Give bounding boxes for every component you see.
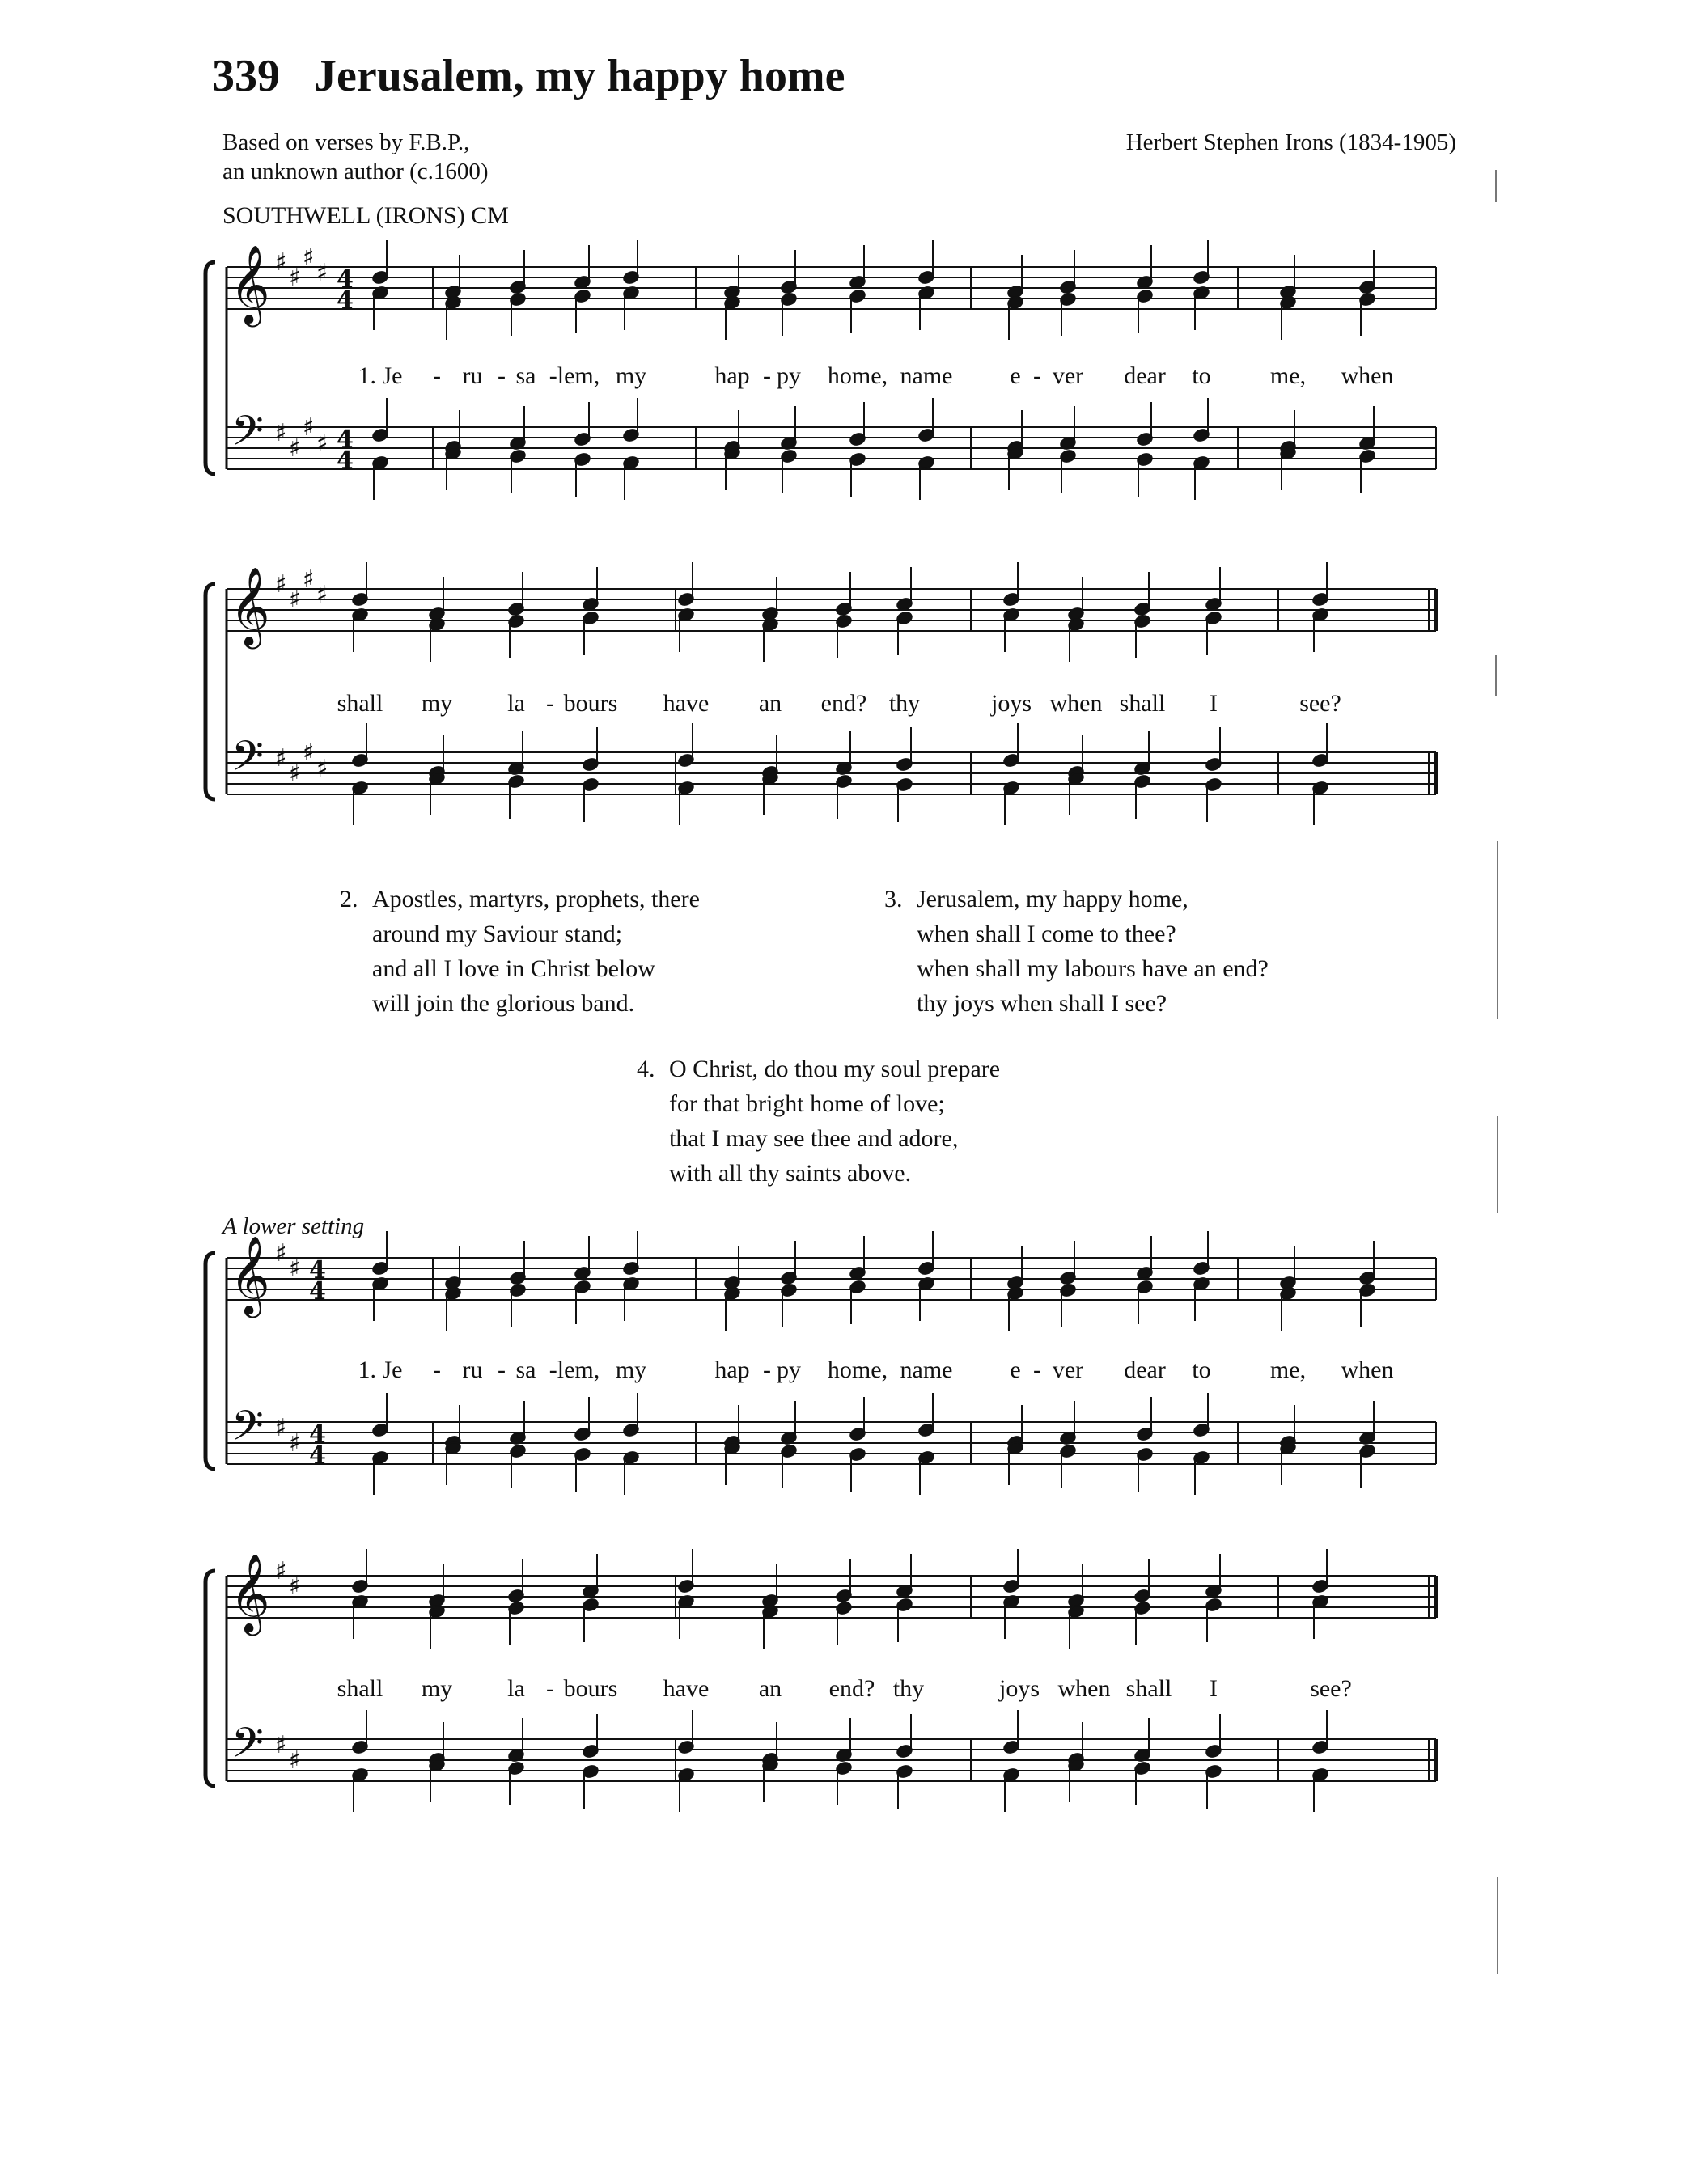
- sharp-icon: ♯: [275, 744, 287, 772]
- sharp-icon: ♯: [289, 760, 301, 788]
- lyric-syllable: my: [421, 690, 453, 717]
- lyric-syllable: my: [615, 362, 647, 389]
- lyric-syllable: sa: [515, 362, 536, 389]
- sharp-icon: ♯: [275, 248, 287, 277]
- sharp-icon: ♯: [289, 1255, 301, 1283]
- lyric-syllable: hap: [714, 1357, 750, 1383]
- lyric-syllable: to: [1192, 362, 1211, 389]
- sharp-icon: ♯: [316, 259, 328, 287]
- sharp-icon: ♯: [303, 243, 315, 272]
- hymn-number: 339: [212, 51, 280, 101]
- lyric-syllable: have: [663, 1675, 710, 1702]
- lyric-syllable: e: [1010, 362, 1021, 389]
- lyric-syllable: -: [1033, 1357, 1041, 1383]
- verse-2: [340, 882, 700, 1021]
- lyric-syllable: -lem,: [549, 362, 600, 389]
- lyric-syllable: bours: [563, 690, 618, 717]
- lyric-syllable: -: [433, 1357, 441, 1383]
- lyric-syllable: me,: [1269, 1357, 1307, 1383]
- sharp-icon: ♯: [275, 1414, 287, 1442]
- lyric-syllable: 1. Je: [358, 1357, 403, 1383]
- lyric-syllable: when: [1341, 362, 1394, 389]
- sharp-icon: ♯: [275, 419, 287, 447]
- lyric-syllable: sa: [515, 1357, 536, 1383]
- lyric-syllable: end?: [820, 690, 867, 717]
- lyric-syllable: joys: [998, 1675, 1040, 1702]
- verse-3: [884, 882, 1269, 1021]
- verse-line: will join the glorious band.: [372, 990, 635, 1017]
- lyric-syllable: py: [777, 1357, 801, 1383]
- lyric-syllable: bours: [563, 1675, 618, 1702]
- music-credit: Herbert Stephen Irons (1834-1905): [1125, 129, 1456, 155]
- sharp-icon: ♯: [289, 1429, 301, 1458]
- lyric-syllable: -lem,: [549, 1357, 600, 1383]
- sharp-icon: ♯: [289, 434, 301, 463]
- lyric-syllable: shall: [337, 1675, 383, 1702]
- verse-line: Jerusalem, my happy home,: [917, 886, 1188, 912]
- verse-line: O Christ, do thou my soul prepare: [669, 1056, 1001, 1082]
- verse-line: around my Saviour stand;: [372, 921, 623, 947]
- verse-line: when shall I come to thee?: [917, 921, 1176, 947]
- lyric-syllable: py: [777, 362, 801, 389]
- lyric-syllable: when: [1049, 690, 1103, 717]
- lower-setting-label: A lower setting: [222, 1213, 365, 1239]
- time-signature-top: 4: [337, 425, 354, 454]
- treble-clef-icon: 𝄞: [230, 1235, 270, 1314]
- lyric-syllable: I: [1210, 1675, 1218, 1702]
- verse-line: for that bright home of love;: [669, 1090, 945, 1117]
- tune-name: SOUTHWELL (IRONS) CM: [222, 202, 509, 229]
- lyric-syllable: see?: [1299, 690, 1341, 717]
- verse-4: [637, 1052, 1001, 1191]
- lyric-syllable: shall: [1119, 690, 1166, 717]
- lyric-syllable: my: [421, 1675, 453, 1702]
- lyric-syllable: name: [900, 362, 953, 389]
- verse-line: thy joys when shall I see?: [917, 990, 1167, 1017]
- sharp-icon: ♯: [289, 1746, 301, 1775]
- lyrics-setting2-line1: [0, 1357, 1699, 1389]
- lyric-syllable: ru: [462, 1357, 483, 1383]
- sharp-icon: ♯: [316, 755, 328, 783]
- verse-line: Apostles, martyrs, prophets, there: [372, 886, 700, 912]
- time-signature-bottom: 4: [337, 447, 354, 475]
- lyric-syllable: thy: [888, 690, 921, 717]
- lyric-syllable: la: [507, 1675, 525, 1702]
- sharp-icon: ♯: [275, 1557, 287, 1585]
- sharp-icon: ♯: [275, 570, 287, 599]
- sharp-icon: ♯: [303, 413, 315, 442]
- treble-clef-icon: 𝄞: [230, 244, 270, 324]
- lyric-syllable: -: [763, 362, 771, 389]
- lyric-syllable: my: [615, 1357, 647, 1383]
- lyric-syllable: shall: [1125, 1675, 1172, 1702]
- lyric-syllable: an: [758, 1675, 782, 1702]
- time-signature-top: 4: [337, 265, 354, 294]
- lyric-syllable: have: [663, 690, 710, 717]
- scan-artifact: [1497, 1116, 1498, 1213]
- verse-line: and all I love in Christ below: [372, 955, 655, 982]
- scan-artifact: [1497, 1877, 1498, 1974]
- sharp-icon: ♯: [316, 581, 328, 609]
- bass-clef-icon: 𝄢: [231, 1718, 264, 1777]
- sharp-icon: ♯: [316, 430, 328, 458]
- sharp-icon: ♯: [303, 565, 315, 594]
- bass-clef-icon: 𝄢: [231, 406, 264, 465]
- lyric-syllable: -: [1033, 362, 1041, 389]
- lyric-syllable: -: [498, 1357, 506, 1383]
- lyric-syllable: to: [1192, 1357, 1211, 1383]
- lyric-syllable: -: [498, 362, 506, 389]
- treble-clef-icon: 𝄞: [230, 1553, 270, 1632]
- verse-line: with all thy saints above.: [669, 1160, 912, 1187]
- lyric-syllable: I: [1210, 690, 1218, 717]
- words-credit-line: Based on verses by F.B.P.,: [222, 129, 470, 155]
- scan-artifact: [1497, 841, 1498, 1019]
- verse-number: 2.: [340, 886, 358, 912]
- lyric-syllable: -: [546, 690, 554, 717]
- verse-line: when shall my labours have an end?: [917, 955, 1269, 982]
- lyric-syllable: -: [763, 1357, 771, 1383]
- lyric-syllable: me,: [1269, 362, 1307, 389]
- lyric-syllable: joys: [990, 690, 1032, 717]
- verse-number: 4.: [637, 1056, 655, 1082]
- lyric-syllable: ver: [1052, 1357, 1084, 1383]
- lyric-syllable: see?: [1310, 1675, 1352, 1702]
- lyric-syllable: -: [546, 1675, 554, 1702]
- scan-artifact: [1495, 655, 1497, 696]
- sharp-icon: ♯: [289, 264, 301, 292]
- time-signature-top: 4: [309, 1420, 326, 1449]
- lyric-syllable: shall: [337, 690, 383, 717]
- lyric-syllable: home,: [827, 362, 888, 389]
- time-signature-bottom: 4: [309, 1277, 326, 1306]
- lyric-syllable: thy: [892, 1675, 925, 1702]
- sharp-icon: ♯: [275, 1239, 287, 1268]
- lyric-syllable: name: [900, 1357, 953, 1383]
- verse-line: that I may see thee and adore,: [669, 1125, 959, 1152]
- lyric-syllable: end?: [828, 1675, 875, 1702]
- lyric-syllable: dear: [1124, 362, 1166, 389]
- lyric-syllable: ru: [462, 362, 483, 389]
- lyric-syllable: ver: [1052, 362, 1084, 389]
- words-credit-line: an unknown author (c.1600): [222, 159, 489, 184]
- lyric-syllable: la: [507, 690, 525, 717]
- lyric-syllable: an: [758, 690, 782, 717]
- sharp-icon: ♯: [275, 1731, 287, 1759]
- lyrics-setting2-line2: [0, 1675, 1699, 1708]
- lyric-syllable: when: [1057, 1675, 1111, 1702]
- sharp-icon: ♯: [289, 586, 301, 614]
- sharp-icon: ♯: [303, 739, 315, 767]
- lyric-syllable: -: [433, 362, 441, 389]
- lyrics-setting1-line2: [0, 690, 1699, 722]
- hymn-title: Jerusalem, my happy home: [314, 51, 845, 101]
- bass-clef-icon: 𝄢: [231, 1401, 264, 1460]
- scan-artifact: [1495, 170, 1497, 202]
- lyric-syllable: hap: [714, 362, 750, 389]
- lyric-syllable: 1. Je: [358, 362, 403, 389]
- sharp-icon: ♯: [289, 1572, 301, 1601]
- time-signature-top: 4: [309, 1256, 326, 1285]
- lyric-syllable: dear: [1124, 1357, 1166, 1383]
- time-signature-bottom: 4: [337, 286, 354, 315]
- time-signature-bottom: 4: [309, 1441, 326, 1470]
- lyrics-setting1-line1: [0, 362, 1699, 395]
- bass-clef-icon: 𝄢: [231, 731, 264, 790]
- lyric-syllable: when: [1341, 1357, 1394, 1383]
- treble-clef-icon: 𝄞: [230, 566, 270, 645]
- verse-number: 3.: [884, 886, 903, 912]
- lyric-syllable: e: [1010, 1357, 1021, 1383]
- lyric-syllable: home,: [827, 1357, 888, 1383]
